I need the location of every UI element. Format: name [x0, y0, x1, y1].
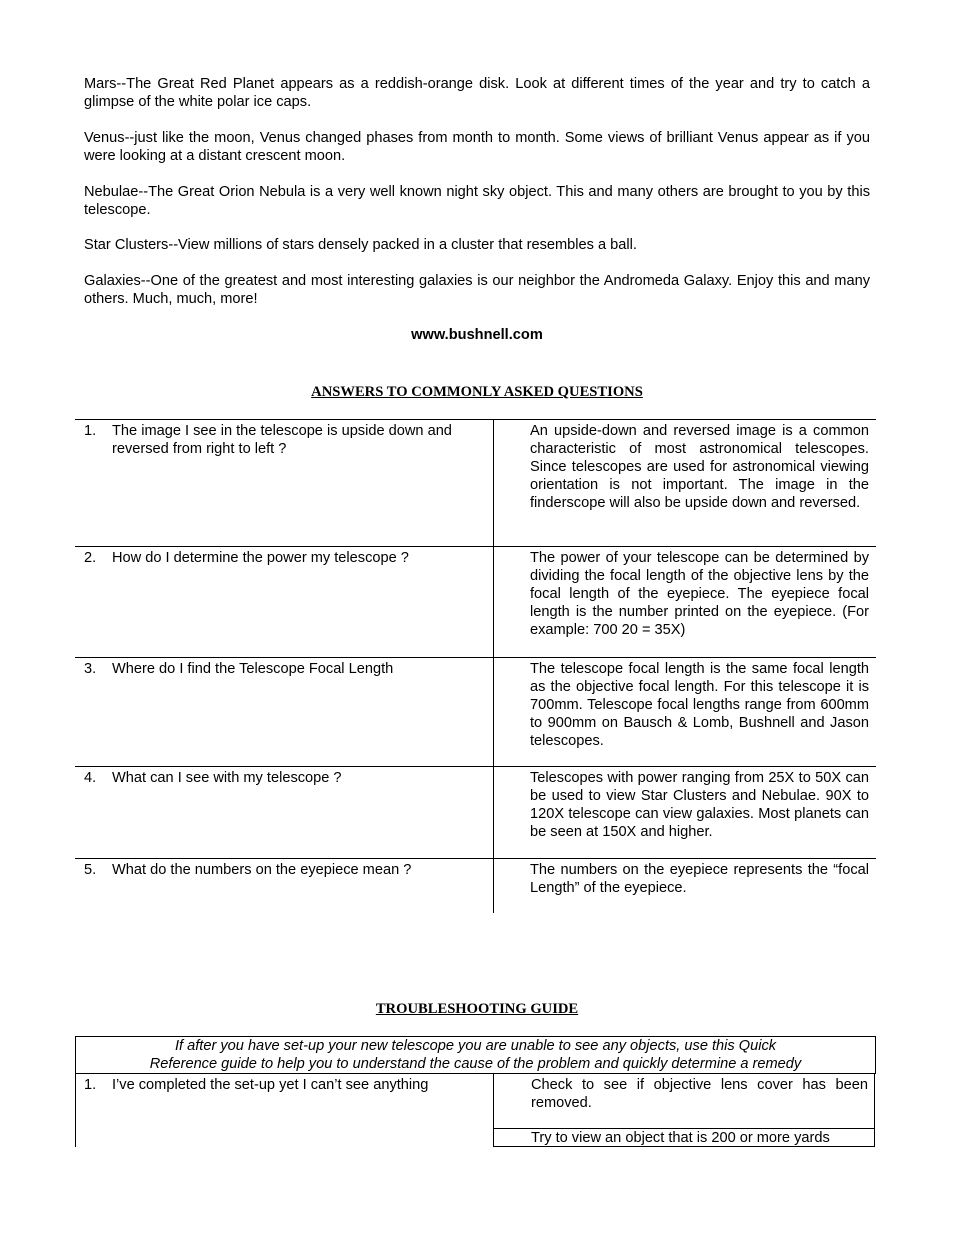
faq-row	[75, 858, 876, 913]
paragraph-star-clusters: Star Clusters--View millions of stars densely packed in a cluster that resembles a ball.	[84, 237, 637, 253]
faq-question	[84, 861, 464, 879]
faq-question-text: What can I see with my telescope ?	[112, 770, 342, 786]
intro-line: If after you have set-up your new telescope you are unable to see any objects, use this Quick	[174, 1038, 777, 1054]
faq-title: ANSWERS TO COMMONLY ASKED QUESTIONS	[311, 384, 643, 400]
troubleshooting-table	[75, 1036, 876, 1147]
faq-number: 3.	[84, 661, 97, 677]
troubleshooting-row	[75, 1074, 876, 1147]
faq-question	[84, 549, 464, 567]
faq-number: 4.	[84, 770, 97, 786]
remedy-text: Check to see if objective lens cover has been removed.	[531, 1077, 868, 1111]
faq-answer: Telescopes with power ranging from 25X to 50X can be used to view Star Clusters and Nebulae. 90X to 120X telescope can view galaxies. Most planets can be seen at 150X and higher.	[530, 770, 869, 840]
row-border	[75, 1074, 76, 1147]
faq-answer: The telescope focal length is the same focal length as the objective focal length. For this telescope it is 700mm. Telescope focal lengths range from 600mm to 900mm on Bausch & Lomb, Bushnell and Jason telescopes.	[530, 661, 869, 749]
column-divider	[493, 420, 494, 546]
website-link[interactable]: www.bushnell.com	[411, 327, 543, 343]
troubleshooting-problem	[84, 1076, 474, 1094]
faq-table	[75, 419, 876, 913]
column-divider	[493, 658, 494, 766]
remedy-cell	[493, 1129, 875, 1147]
remedy-cell	[493, 1074, 875, 1129]
column-divider	[493, 767, 494, 858]
faq-question-text: How do I determine the power my telescope ?	[112, 550, 409, 566]
paragraph-galaxies: Galaxies--One of the greatest and most interesting galaxies is our neighbor the Andromeda Galaxy. Enjoy this and many others. Much, much, more!	[84, 273, 870, 307]
faq-row	[75, 657, 876, 766]
column-divider	[493, 547, 494, 657]
faq-number: 5.	[84, 862, 97, 878]
faq-number: 1.	[84, 423, 97, 439]
remedy-text: Try to view an object that is 200 or more yards	[531, 1130, 830, 1146]
intro-line: Reference guide to help you to understand the cause of the problem and quickly determine a remedy	[149, 1056, 802, 1072]
faq-row	[75, 419, 876, 546]
faq-answer: An upside-down and reversed image is a common characteristic of most astronomical telescopes. Since telescopes are used for astronomical viewing orientation is not important. The image in the finderscope will also be upside down and reversed.	[530, 423, 869, 511]
paragraph-mars: Mars--The Great Red Planet appears as a reddish-orange disk. Look at different times of the year and try to catch a glimpse of the white polar ice caps.	[84, 76, 870, 110]
troubleshooting-intro	[75, 1036, 876, 1074]
problem-number: 1.	[84, 1077, 97, 1093]
faq-answer: The numbers on the eyepiece represents the “focal Length” of the eyepiece.	[530, 862, 869, 896]
faq-question-text: What do the numbers on the eyepiece mean ?	[112, 862, 412, 878]
paragraph-venus: Venus--just like the moon, Venus changed phases from month to month. Some views of brilliant Venus appear as if you were looking at a distant crescent moon.	[84, 130, 870, 164]
faq-question	[84, 422, 464, 458]
column-divider	[493, 859, 494, 913]
faq-answer: The power of your telescope can be determined by dividing the focal length of the objective lens by the focal length of the eyepiece. The eyepiece focal length is the number printed on the eyepiece. (For example: 700 20 = 35X)	[530, 550, 869, 638]
problem-text: I’ve completed the set-up yet I can’t see anything	[112, 1077, 429, 1093]
paragraph-nebulae: Nebulae--The Great Orion Nebula is a very well known night sky object. This and many others are brought to you by this telescope.	[84, 184, 870, 218]
faq-row	[75, 766, 876, 858]
faq-question	[84, 769, 464, 787]
faq-number: 2.	[84, 550, 97, 566]
faq-question-text: The image I see in the telescope is upside down and reversed from right to left ?	[112, 423, 452, 457]
faq-question-text: Where do I find the Telescope Focal Length	[112, 661, 394, 677]
faq-row	[75, 546, 876, 657]
faq-question	[84, 660, 464, 678]
troubleshooting-title: TROUBLESHOOTING GUIDE	[375, 1001, 579, 1017]
